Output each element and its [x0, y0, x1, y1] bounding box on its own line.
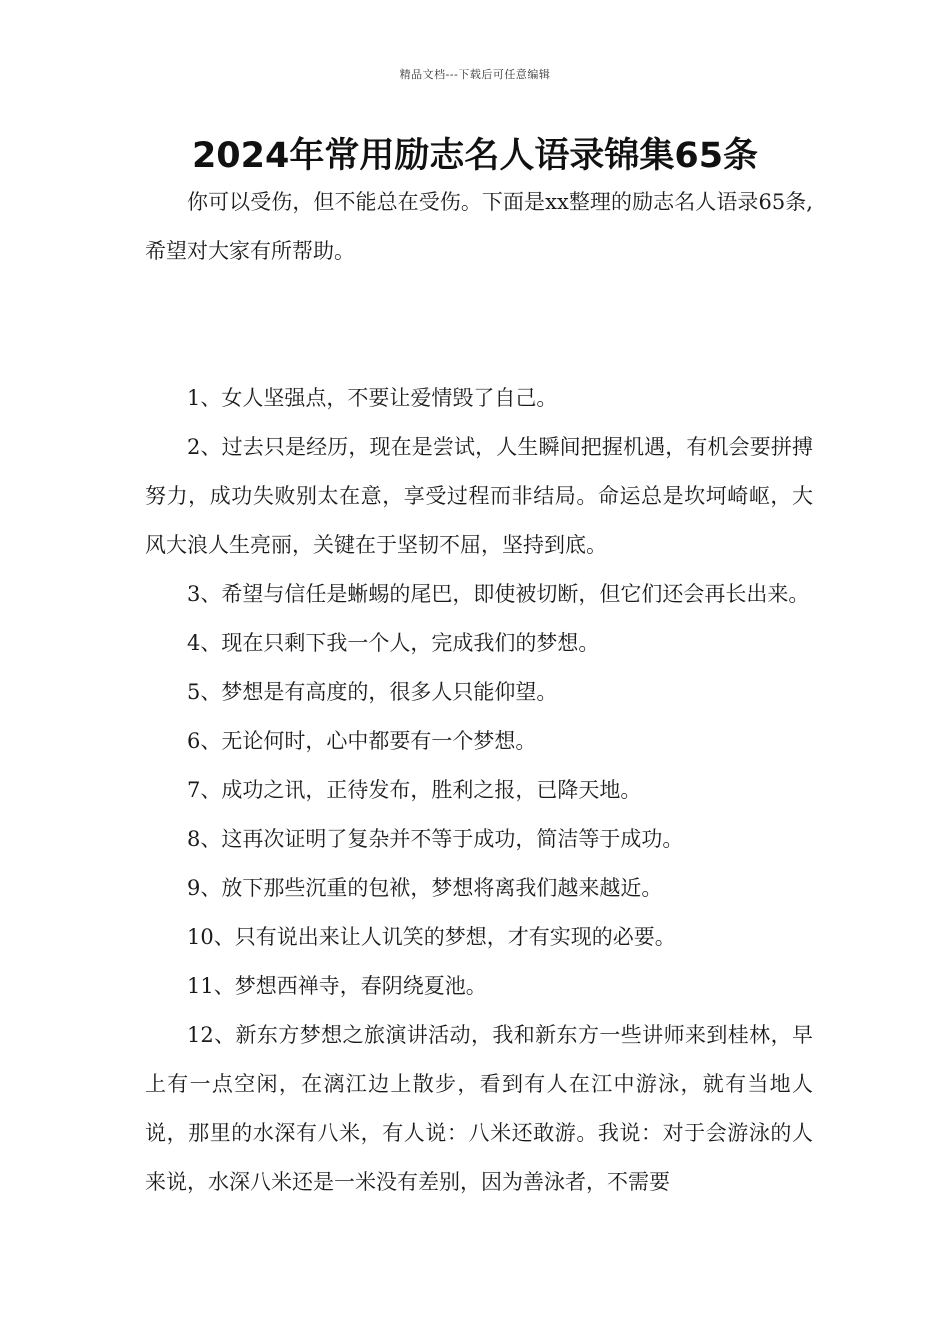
quote-item-2: 2、过去只是经历，现在是尝试，人生瞬间把握机遇，有机会要拼搏努力，成功失败别太在意，享受过程而非结局。命运总是坎坷崎岖，大风大浪人生亮丽，关键在于坚韧不屈，坚持到底。: [145, 435, 813, 557]
page-header: 精品文档---下载后可任意编辑: [399, 68, 551, 81]
quote-item-8: 8、这再次证明了复杂并不等于成功，简洁等于成功。: [187, 827, 684, 851]
quote-item-5: 5、梦想是有高度的，很多人只能仰望。: [187, 680, 558, 704]
intro-paragraph: 你可以受伤，但不能总在受伤。下面是xx整理的励志名人语录65条,希望对大家有所帮助。: [145, 190, 813, 263]
quote-item-4: 4、现在只剩下我一个人，完成我们的梦想。: [187, 631, 600, 655]
quote-item-3: 3、希望与信任是蜥蜴的尾巴，即使被切断，但它们还会再长出来。: [187, 582, 810, 606]
quote-item-1: 1、女人坚强点，不要让爱情毁了自己。: [187, 386, 558, 410]
document-title: 2024年常用励志名人语录锦集65条: [191, 136, 759, 176]
quote-item-12: 12、新东方梦想之旅演讲活动，我和新东方一些讲师来到桂林，早上有一点空闲，在漓江边上散步，看到有人在江中游泳，就有当地人说，那里的水深有八米，有人说：八米还敢游。我说：对于会游泳的人来说，水深八米还是一米没有差别，因为善泳者，不需要: [145, 1023, 813, 1194]
document-body: [145, 178, 813, 1207]
quote-item-9: 9、放下那些沉重的包袱，梦想将离我们越来越近。: [187, 876, 663, 900]
paragraph-spacer: [145, 276, 813, 374]
quote-item-11: 11、梦想西禅寺，春阴绕夏池。: [187, 974, 487, 998]
quote-item-10: 10、只有说出来让人讥笑的梦想，才有实现的必要。: [187, 925, 676, 949]
quote-item-7: 7、成功之讯，正待发布，胜利之报，已降天地。: [187, 778, 642, 802]
quote-item-6: 6、无论何时，心中都要有一个梦想。: [187, 729, 537, 753]
